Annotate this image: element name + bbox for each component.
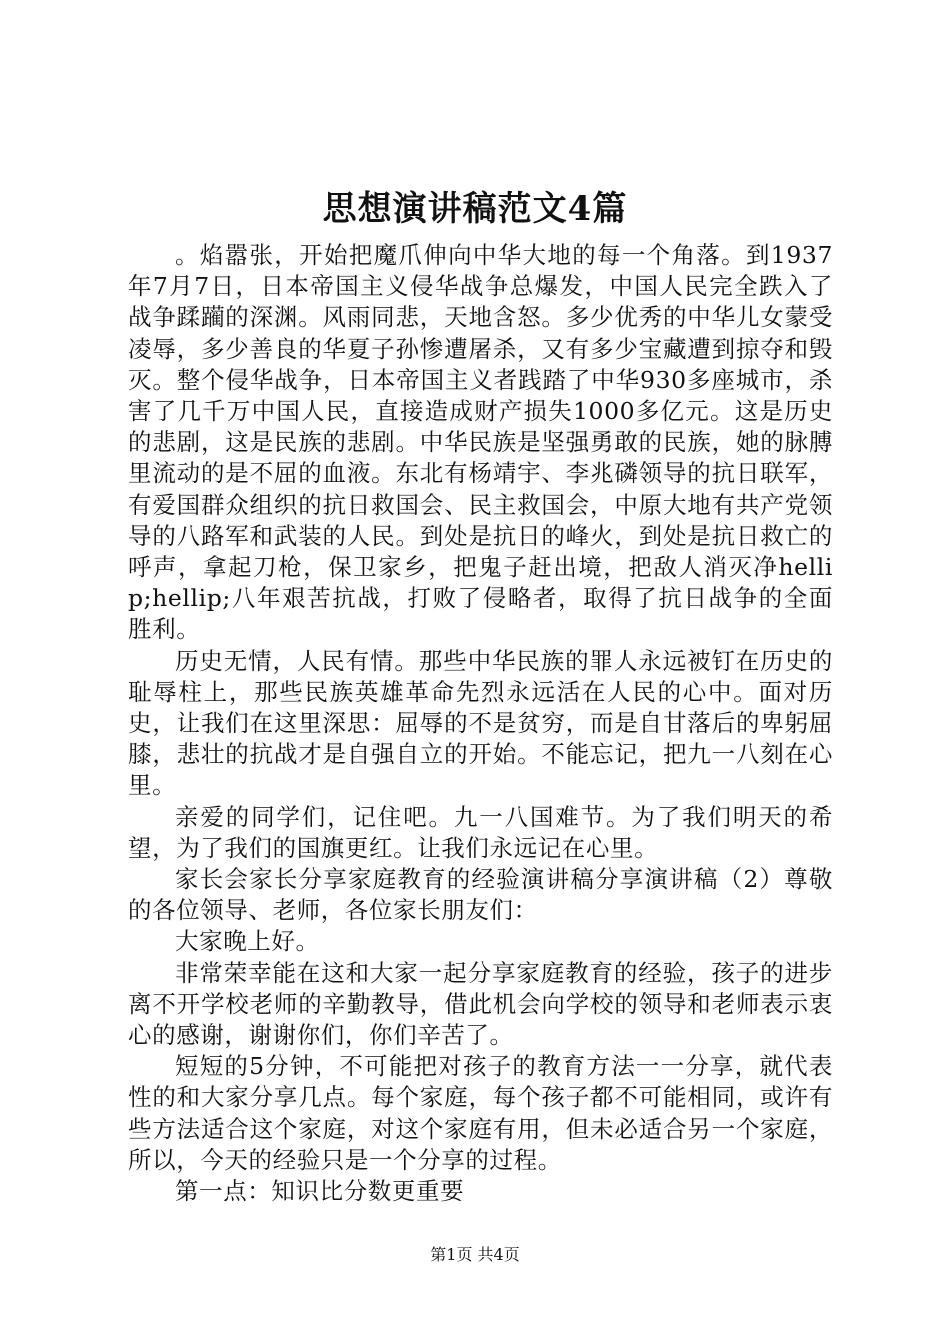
paragraph: 家长会家长分享家庭教育的经验演讲稿分享演讲稿（2）尊敬的各位领导、老师，各位家长朋友们： — [128, 865, 833, 925]
paragraph: 亲爱的同学们，记住吧。九一八国难节。为了我们明天的希望，为了我们的国旗更红。让我们永远记在心里。 — [128, 802, 833, 862]
paragraph: 短短的5分钟，不可能把对孩子的教育方法一一分享，就代表性的和大家分享几点。每个家庭，每个孩子都不可能相同，或许有些方法适合这个家庭，对这个家庭有用，但未必适合另一个家庭，所以，今天的经验只是一个分享的过程。 — [128, 1052, 833, 1174]
paragraph: 第一点：知识比分数更重要 — [175, 1177, 465, 1206]
page-title: 思想演讲稿范文4篇 — [322, 189, 628, 229]
page-footer: 第1页 共4页 — [430, 1245, 520, 1264]
paragraph: 。焰嚣张，开始把魔爪伸向中华大地的每一个角落。到1937年7月7日，日本帝国主义侵华战争总爆发，中国人民完全跌入了战争蹂躏的深渊。风雨同悲，天地含怒。多少优秀的中华儿女蒙受凌辱，多少善良的华夏子孙惨遭屠杀，又有多少宝藏遭到掠夺和毁灭。整个侵华战争，日本帝国主义者践踏了中华930多座城市，杀害了几千万中国人民，直接造成财产损失1000多亿元。这是历史的悲剧，这是民族的悲剧。中华民族是坚强勇敢的民族，她的脉膊里流动的是不屈的血液。东北有杨靖宇、李兆磷领导的抗日联军，有爱国群众组织的抗日救国会、民主救国会，中原大地有共产党领导的八路军和武装的人民。到处是抗日的峰火，到处是抗日救亡的呼声，拿起刀枪，保卫家乡，把鬼子赶出境，把敌人消灭净hellip;hellip;八年艰苦抗战，打败了侵略者，取得了抗日战争的全面胜利。 — [128, 241, 833, 644]
paragraph: 非常荣幸能在这和大家一起分享家庭教育的经验，孩子的进步离不开学校老师的辛勤教导，借此机会向学校的领导和老师表示衷心的感谢，谢谢你们，你们辛苦了。 — [128, 958, 833, 1050]
paragraph: 大家晚上好。 — [175, 927, 320, 956]
document-body — [128, 240, 833, 1207]
paragraph: 历史无情，人民有情。那些中华民族的罪人永远被钉在历史的耻辱柱上，那些民族英雄革命先烈永远活在人民的心中。面对历史，让我们在这里深思：屈辱的不是贫穷，而是自甘落后的卑躬屈膝，悲壮的抗战才是自强自立的开始。不能忘记，把九一八刻在心里。 — [128, 646, 833, 800]
